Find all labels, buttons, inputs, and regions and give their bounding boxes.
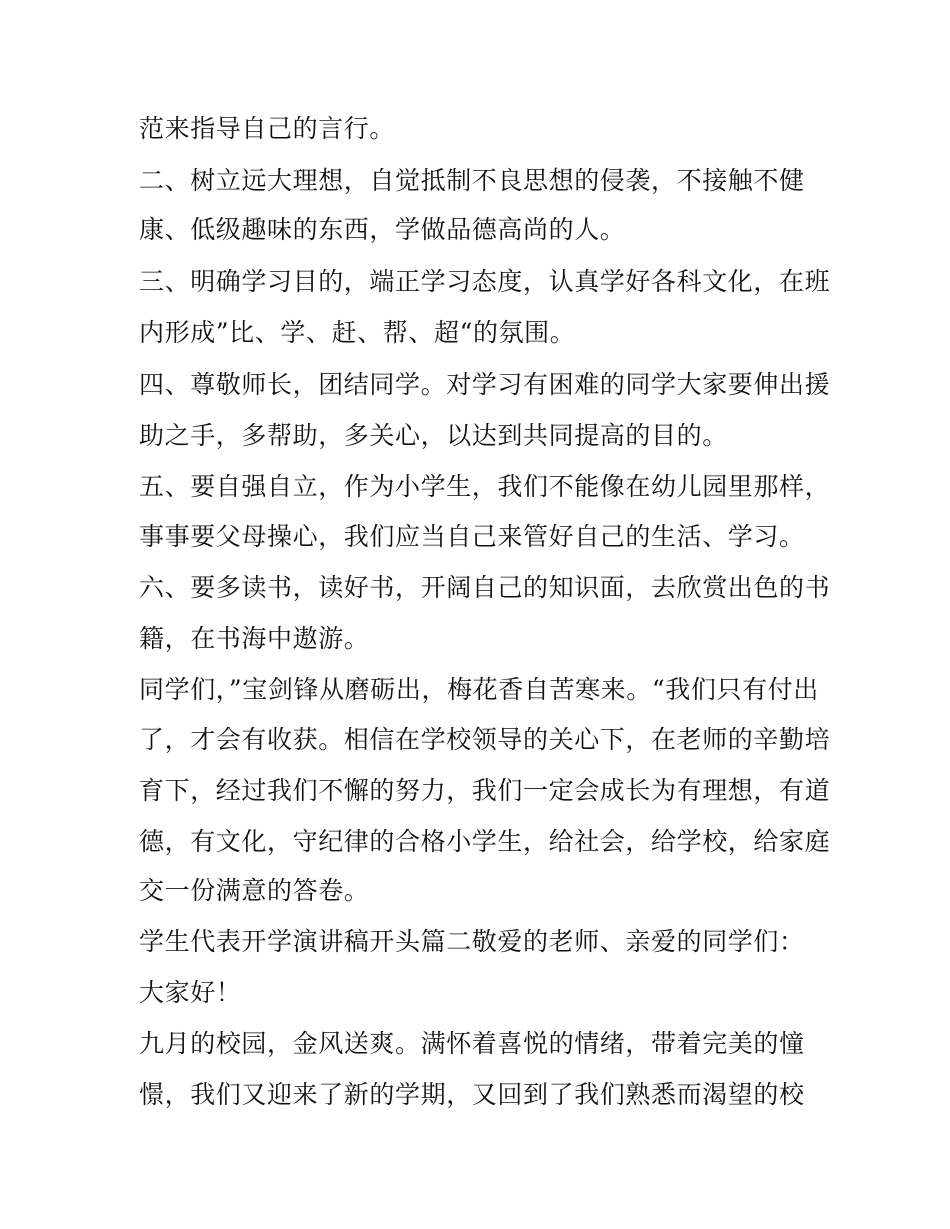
text-line: 内形成”比、学、赶、帮、超“的氛围。 [139,318,576,347]
text-line: 五、要自强自立，作为小学生，我们不能像在幼儿园里那样， [139,472,831,501]
text-line: 助之手，多帮助，多关心，以达到共同提高的目的。 [139,421,728,450]
text-line: 德，有文化，守纪律的合格小学生，给社会，给学校，给家庭 [139,827,831,856]
text-line: 大家好！ [139,978,242,1007]
text-line: 学生代表开学演讲稿开头篇二敬爱的老师、亲爱的同学们： [139,927,805,956]
text-line: 憬，我们又迎来了新的学期，又回到了我们熟悉而渴望的校 [139,1080,805,1109]
text-line: 了，才会有收获。相信在学校领导的关心下，在老师的辛勤培 [139,725,831,754]
text-line: 育下，经过我们不懈的努力，我们一定会成长为有理想，有道 [139,776,831,805]
text-line: 事事要父母操心，我们应当自己来管好自己的生活、学习。 [139,522,805,551]
text-line: 三、明确学习目的，端正学习态度，认真学好各科文化，在班 [139,267,831,296]
text-line: 范来指导自己的言行。 [139,114,396,143]
text-line: 二、树立远大理想，自觉抵制不良思想的侵袭，不接触不健 [139,166,805,195]
text-line: 四、尊敬师长，团结同学。对学习有困难的同学大家要伸出援 [139,370,831,399]
text-line: 六、要多读书，读好书，开阔自己的知识面，去欣赏出色的书 [139,573,831,602]
text-line: 康、低级趣味的东西，学做品德高尚的人。 [139,215,626,244]
text-line: 九月的校园，金风送爽。满怀着喜悦的情绪，带着完美的憧 [139,1029,805,1058]
text-line: 同学们，”宝剑锋从磨砺出，梅花香自苦寒来。“我们只有付出 [139,675,819,704]
text-line: 交一份满意的答卷。 [139,876,370,905]
text-line: 籍，在书海中遨游。 [139,624,370,653]
